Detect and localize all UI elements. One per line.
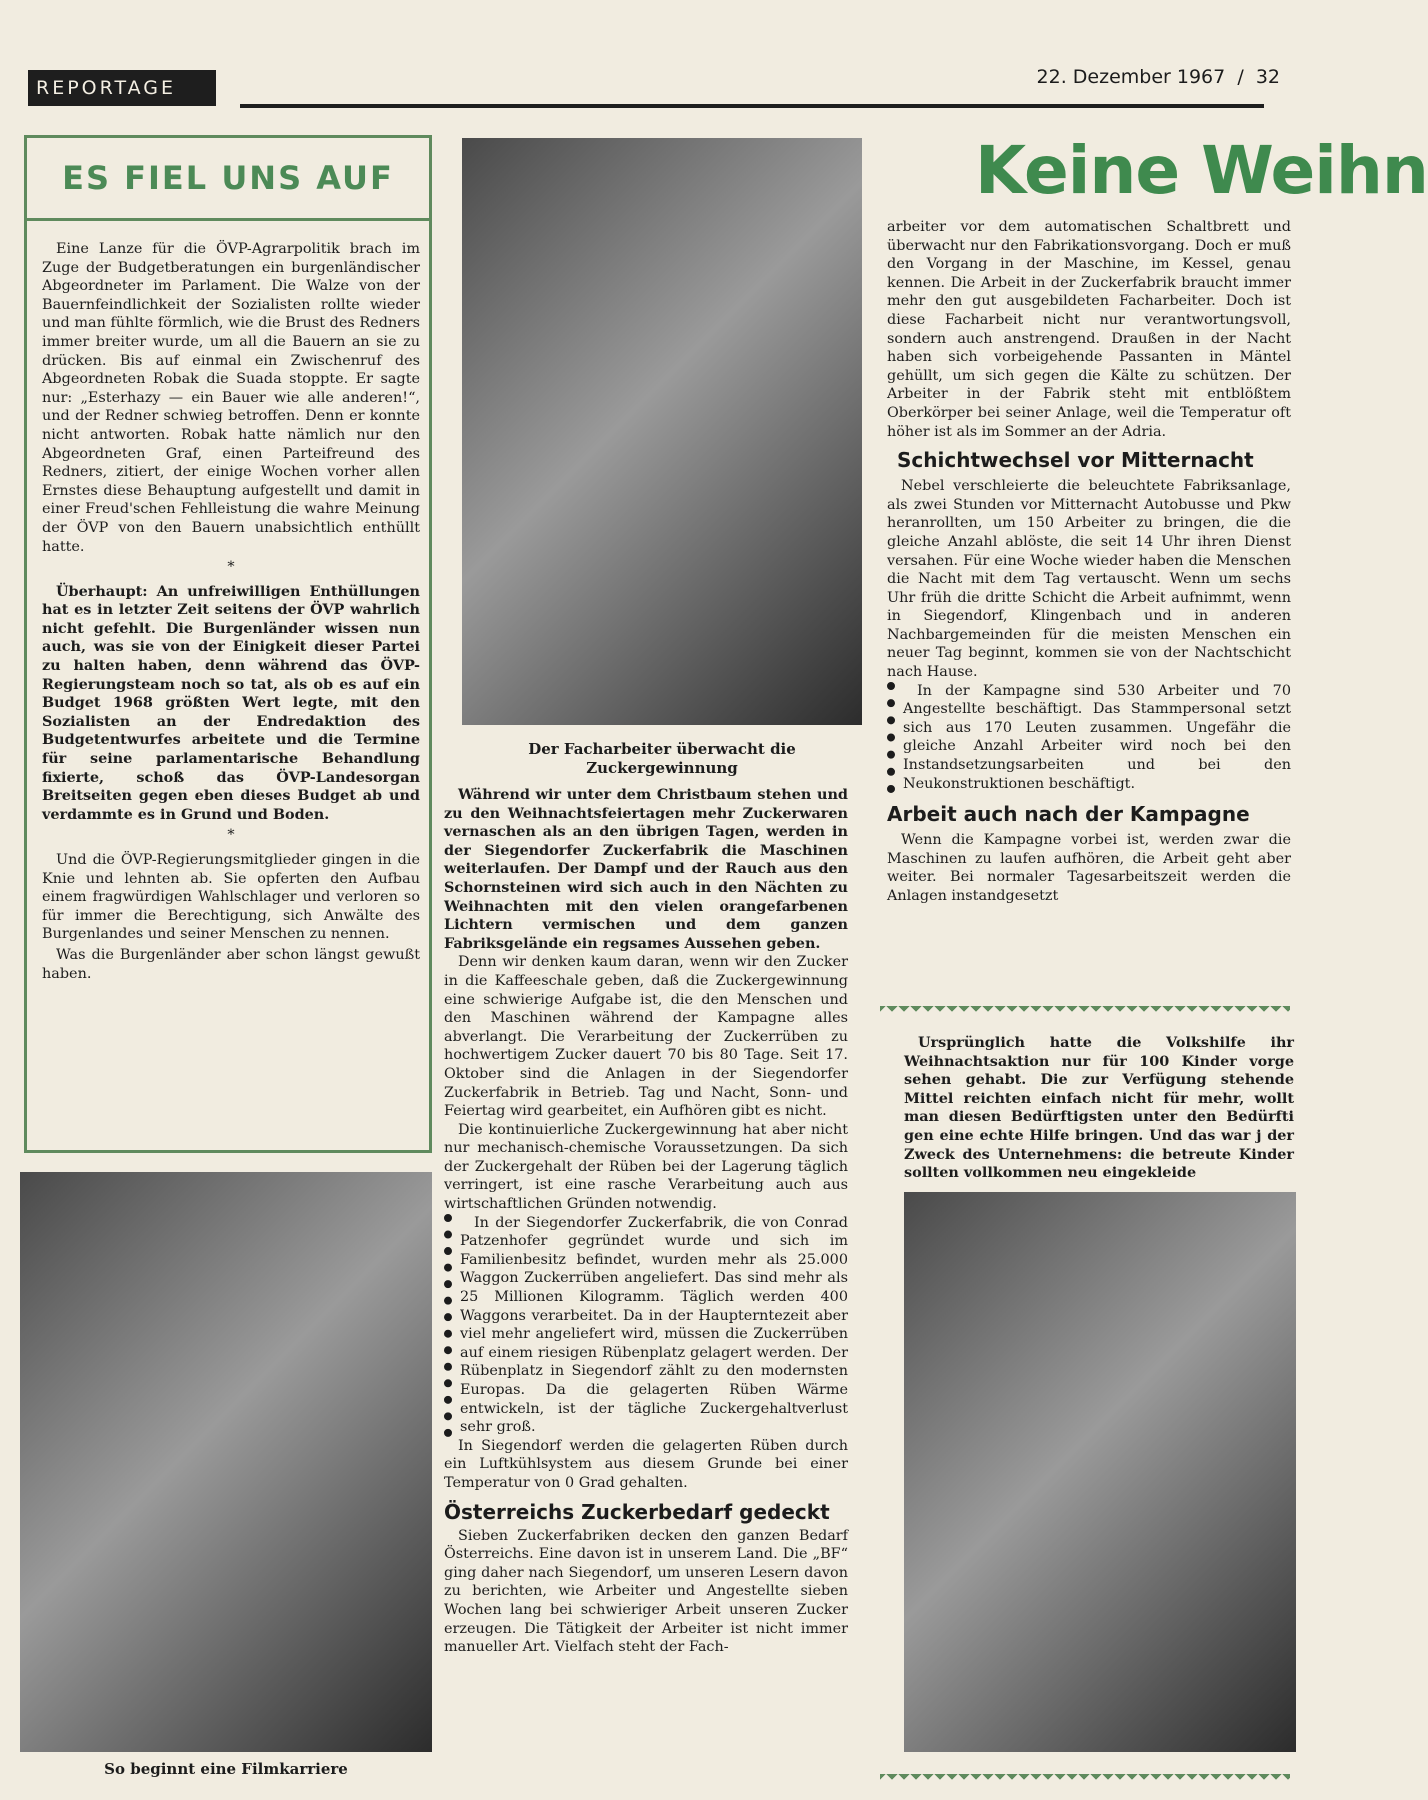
article-paragraph: Die kontinuierliche Zuckergewinnung hat aber nicht nur mechanisch-chemische Voraussetzungen. Da sich der Zuckergehalt der Rüben bei der Lagerung täglich verringert, ist eine rasche Verarbeitung auch aus wirtschaftlichen Gründen notwendig. bbox=[444, 1121, 848, 1213]
article-paragraph: In der Kampagne sind 530 Arbeiter und 70 Angestellte beschäftigt. Das Stammpersonal setzt sich aus 170 Leuten zusammen. Ungefähr die gleiche Anzahl Arbeiter wird noch bei den Instandsetzungsarbeiten und bei den Neukonstruktionen beschäftigt. bbox=[903, 682, 1291, 792]
article-paragraph: Nebel verschleierte die beleuchtete Fabriksanlage, als zwei Stunden vor Mitternacht Autobusse und Pkw heranrollten, um 150 Arbeiter zu bringen, die die gleiche Anzahl ablöste, die seit 14 Uhr ihren Dienst versahen. Für eine Woche wieder haben die Menschen die Nacht mit dem Tag vertauscht. Wenn um sechs Uhr früh die dritte Schicht die Arbeit aufnimmt, wenn in Siegendorf, Klingenbach und in anderen Nachbargemeinden für die meisten Menschen ein neuer Tag beginnt, kommen sie von der Nachtschicht nach Hause. bbox=[887, 478, 1291, 681]
article-paragraph: arbeiter vor dem automatischen Schaltbrett und überwacht nur den Fabrikationsvorgang. Doch er muß den Vorgang in der Maschine, im Kessel, genau kennen. Die Arbeit in der Zuckerfabrik braucht immer mehr den gut ausgebildeten Facharbeiter. Doch ist diese Facharbeit nicht nur verantwortungsvoll, sondern auch anstrengend. Draußen in der Nacht haben sich vorbeigehende Passanten in Mäntel gehüllt, um sich gegen die Kälte zu schützen. Der Arbeiter in der Fabrik steht mit entblößtem Oberkörper bei seiner Anlage, weil die Temperatur oft höher ist als im Sommer an der Adria. bbox=[887, 219, 1291, 440]
actress-photo bbox=[20, 1172, 432, 1752]
section-label: REPORTAGE bbox=[28, 70, 216, 106]
commentary-paragraph: Und die ÖVP-Regierungsmitglieder gingen in die Knie und lehnten ab. Sie opferten den Aufbau einem fragwürdigen Wahlschlager und verloren so für immer die Berechtigung, sich Anwälte des Burgenlandes und seiner Menschen zu nennen. bbox=[42, 852, 420, 943]
bullet-block bbox=[444, 1214, 848, 1437]
zigzag-border-top bbox=[880, 1006, 1290, 1018]
worker-photo bbox=[462, 138, 862, 725]
bullet-block bbox=[887, 682, 1291, 794]
child-photo bbox=[904, 1192, 1296, 1752]
subheading: Schichtwechsel vor Mitternacht bbox=[897, 448, 1254, 473]
article-paragraph: In der Siegendorfer Zuckerfabrik, die von Conrad Patzenhofer gegründet wurde und sich im Familienbesitz befindet, wurden mehr als 25.000 Waggon Zuckerrüben angeliefert. Das sind mehr als 25 Millionen Kilogramm. Täglich werden 400 Waggons verarbeitet. Da in der Haupterntezeit aber viel mehr angeliefert wird, müssen die Zuckerrüben auf einem riesigen Rübenplatz gelagert werden. Der Rübenplatz in Siegendorf zählt zu den modernsten Europas. Da die gelagerten Rüben Wärme entwickeln, ist der tägliche Zuckergehaltverlust sehr groß. bbox=[460, 1214, 848, 1436]
article-right-column bbox=[887, 218, 1291, 906]
commentary-title: ES FIEL UNS AUF bbox=[24, 135, 432, 221]
worker-photo-caption: Der Facharbeiter überwacht die Zuckergewinnung bbox=[528, 740, 796, 777]
commentary-paragraph: Eine Lanze für die ÖVP-Agrarpolitik brach im Zuge der Budgetberatungen ein burgenländischer Abgeordneter im Parlament. Die Walze von der Bauernfeindlichkeit der Sozialisten rollte wieder und man fühlte förmlich, wie die Brust des Redners immer breiter wurde, um all die Bauern an sie zu drücken. Bis auf einmal ein Zwischenruf des Abgeordneten Robak die Suada stoppte. Er sagte nur: „Esterhazy — ein Bauer wie alle anderen!“, und der Redner schwieg betroffen. Denn er konnte nicht antworten. Robak hatte nämlich nur den Abgeordneten Graf, einen Parteifreund des Redners, zitiert, der einige Wochen vorher allen Ernstes diese Behauptung aufgestellt und damit in einer Freud'schen Fehlleistung die wahre Meinung der ÖVP von den Bauern unabsichtlich enthüllt hatte. bbox=[42, 241, 420, 555]
asterisk-separator: * bbox=[227, 827, 235, 844]
article-lead: Während wir unter dem Christbaum stehen und zu den Weihnachtsfeiertagen mehr Zuckerwaren vernaschen als an den übrigen Tagen, werden in der Siegendorfer Zuckerfabrik die Maschinen weiterlaufen. Der Dampf und der Rauch aus den Schornsteinen wird sich auch in den Nächten zu Weihnachten mit den vielen orangefarbenen Lichtern vermischen und dem ganzen Fabriksgelände ein regsames Aussehen geben. bbox=[444, 786, 848, 952]
dateline-separator: / bbox=[1237, 66, 1244, 88]
header-rule bbox=[240, 104, 1264, 108]
article-paragraph: Sieben Zuckerfabriken decken den ganzen Bedarf Österreichs. Eine davon ist in unserem Land. Die „BF“ ging daher nach Siegendorf, um unseren Lesern davon zu berichten, wie Arbeiter und Angestellte sieben Wochen lang bei schwieriger Arbeit unseren Zucker erzeugen. Die Tätigkeit der Arbeiter ist nicht immer manueller Art. Vielfach steht der Fach- bbox=[444, 1527, 848, 1656]
issue-date: 22. Dezember 1967 bbox=[1036, 66, 1226, 88]
notice-text: Ursprünglich hatte die Volkshilfe ihr Weihnachtsaktion nur für 100 Kinder vorge sehen gehabt. Die zur Verfügung stehende Mittel reichten einfach nicht für mehr, wollt man diesen Bedürftigsten unter den Bedürfti gen eine echte Hilfe bringen. Und das war j der Zweck des Unternehmens: die betreute Kinder sollten vollkommen neu eingekleide bbox=[904, 1034, 1294, 1182]
article-headline: Keine Weihn bbox=[975, 132, 1428, 209]
dateline bbox=[960, 66, 1280, 88]
zigzag-border-bottom bbox=[880, 1774, 1290, 1786]
article-middle-column bbox=[444, 786, 848, 1657]
commentary-text bbox=[42, 240, 420, 985]
commentary-paragraph: Überhaupt: An unfreiwilligen Enthüllungen hat es in letzter Zeit seitens der ÖVP wahrlich nicht gefehlt. Die Burgenländer wissen nun auch, was sie von der Einigkeit dieser Partei zu halten haben, denn während das ÖVP-Regierungsteam noch so tat, als ob es auf ein Budget 1968 größten Wert legte, mit den Sozialisten an der Endredaktion des Budgetentwurfes arbeitete und die Termine für seine parlamentarische Behandlung fixierte, schoß das ÖVP-Landesorgan Breitseiten gegen eben dieses Budget ab und verdammte es in Grund und Boden. bbox=[42, 582, 420, 823]
article-paragraph: Denn wir denken kaum daran, wenn wir den Zucker in die Kaffeeschale geben, daß die Zuckergewinnung eine schwierige Aufgabe ist, die den Menschen und den Maschinen während der Kampagne alles abverlangt. Die Verarbeitung der Zuckerrüben zu hochwertigem Zucker dauert 70 bis 80 Tage. Seit 17. Oktober sind die Anlagen in der Siegendorfer Zuckerfabrik in Betrieb. Tag und Nacht, Sonn- und Feiertag wird gearbeitet, ein Aufhören gibt es nicht. bbox=[444, 954, 848, 1120]
article-paragraph: In Siegendorf werden die gelagerten Rüben durch ein Luftkühlsystem aus diesem Grunde bei einer Temperatur von 0 Grad gehalten. bbox=[444, 1437, 848, 1491]
volkshilfe-notice bbox=[904, 1034, 1294, 1183]
commentary-paragraph: Was die Burgenländer aber schon längst gewußt haben. bbox=[42, 946, 420, 982]
asterisk-separator: * bbox=[227, 559, 235, 576]
page-number: 32 bbox=[1255, 66, 1280, 88]
subheading: Österreichs Zuckerbedarf gedeckt bbox=[444, 1499, 830, 1524]
actress-photo-caption: So beginnt eine Filmkarriere bbox=[104, 1760, 348, 1778]
subheading: Arbeit auch nach der Kampagne bbox=[887, 802, 1250, 827]
article-paragraph: Wenn die Kampagne vorbei ist, werden zwar die Maschinen zu laufen aufhören, die Arbeit geht aber weiter. Bei normaler Tagesarbeitszeit werden die Anlagen instandgesetzt bbox=[887, 832, 1291, 904]
